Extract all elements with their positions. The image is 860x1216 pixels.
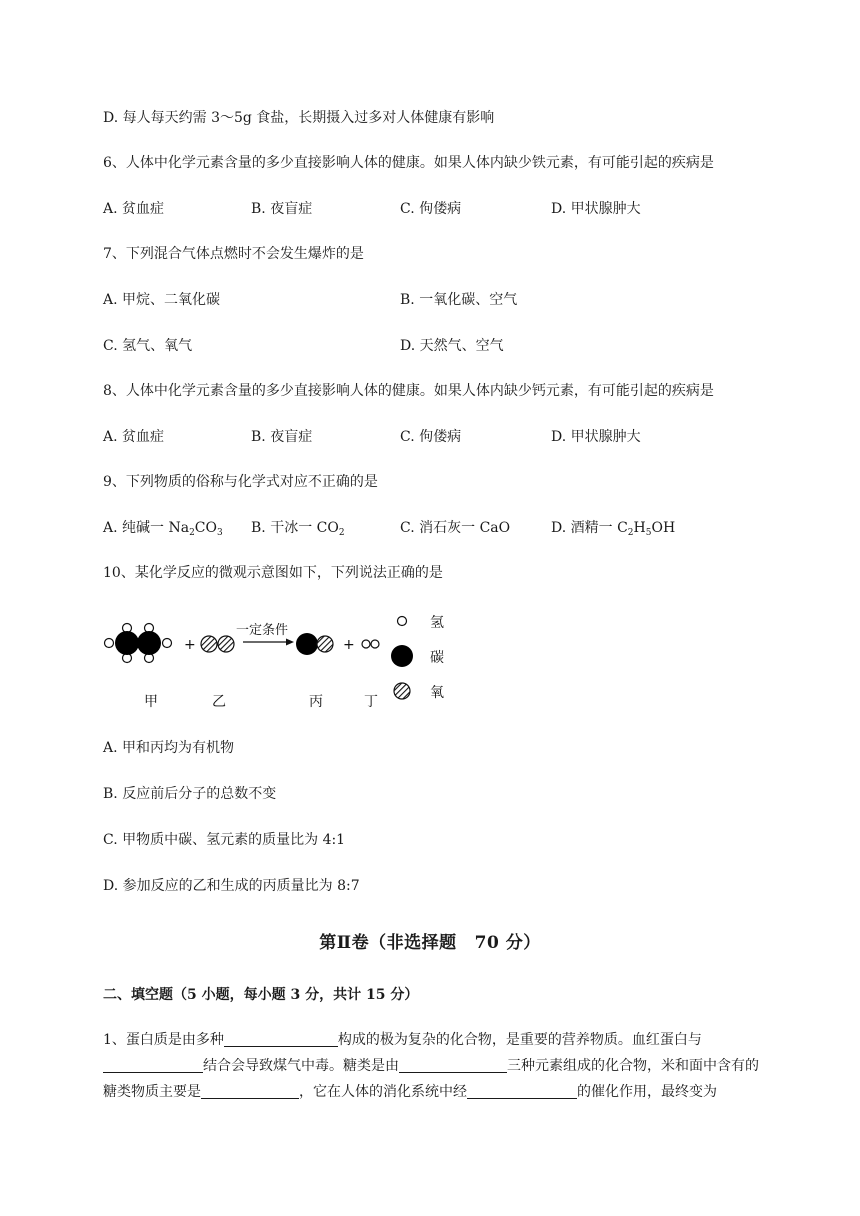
molecule-yi [201,636,234,652]
part2-title: 第Ⅱ卷（非选择题 70 分） [319,933,541,953]
q10-option-d: D. 参加反应的乙和生成的丙质量比为 8:7 [103,878,360,894]
q6-stem: 6、人体中化学元素含量的多少直接影响人体的健康。如果人体内缺少铁元素，有可能引起的疾病是 [103,155,714,171]
q9-option-d: D. 酒精一 $C_2H_5OH$ [551,520,676,538]
q9-option-a: A. 纯碱一 $Na_2CO_3$ [103,520,223,538]
molecule-jia [105,624,172,663]
blank-1[interactable] [224,1030,338,1047]
q8-option-c: C. 佝偻病 [400,429,462,445]
label-jia: 甲 [144,694,158,710]
legend-oxygen-label: 氧 [430,685,444,701]
q7-option-d: D. 天然气、空气 [400,338,504,354]
q10-option-c: C. 甲物质中碳、氢元素的质量比为 4:1 [103,832,346,848]
legend-oxygen-symbol [394,683,410,699]
legend-carbon-symbol [391,645,413,667]
molecule-bing [296,633,333,655]
reaction-arrow-head [286,639,294,646]
q10-stem: 10、某化学反应的微观示意图如下，下列说法正确的是 [103,565,443,581]
q7-option-a: A. 甲烷、二氧化碳 [103,292,221,308]
q10-option-a: A. 甲和丙均为有机物 [103,740,235,756]
q6-option-a: A. 贫血症 [103,201,165,217]
blank-5[interactable] [467,1082,577,1099]
blank-4[interactable] [201,1082,299,1099]
q9-option-c: C. 消石灰一 CaO [400,520,511,536]
legend [391,615,444,701]
reaction-diagram [100,605,460,715]
q10-option-b: B. 反应前后分子的总数不变 [103,786,277,802]
label-bing: 丙 [309,694,323,710]
q8-option-b: B. 夜盲症 [251,429,313,445]
blank-3[interactable] [399,1056,507,1073]
label-ding: 丁 [364,694,378,710]
q6-option-d: D. 甲状腺肿大 [551,201,641,217]
legend-carbon-label: 碳 [430,650,444,666]
q8-option-a: A. 贫血症 [103,429,165,445]
reaction-condition: 一定条件 [236,623,289,638]
q6-option-b: B. 夜盲症 [251,201,313,217]
plus-sign-1: + [184,637,196,653]
q9-stem: 9、下列物质的俗称与化学式对应不正确的是 [103,474,378,490]
section-fill-in-title: 二、填空题（5 小题，每小题 3 分，共计 15 分） [103,987,419,1003]
q5-option-d: D. 每人每天约需 3～5g 食盐，长期摄入过多对人体健康有影响 [103,110,495,126]
fill-q1-line3: 糖类物质主要是 ，它在人体的消化系统中经 的催化作用，最终变为 [103,1084,717,1100]
q7-stem: 7、下列混合气体点燃时不会发生爆炸的是 [103,246,364,262]
fill-q1-line1: 1、蛋白质是由多种 构成的极为复杂的化合物，是重要的营养物质。血红蛋白与 [103,1032,702,1048]
q7-option-c: C. 氢气、氧气 [103,338,193,354]
q9-option-b: B. 干冰一 $CO_2$ [251,520,345,538]
molecule-ding [362,640,379,648]
q8-stem: 8、人体中化学元素含量的多少直接影响人体的健康。如果人体内缺少钙元素，有可能引起的疾病是 [103,383,714,399]
q6-option-c: C. 佝偻病 [400,201,462,217]
fill-q1-line2: 结合会导致煤气中毒。糖类是由 三种元素组成的化合物，米和面中含有的 [103,1053,803,1079]
q8-option-d: D. 甲状腺肿大 [551,429,641,445]
label-yi: 乙 [212,694,226,710]
blank-2[interactable] [103,1056,203,1073]
legend-hydrogen-label: 氢 [430,615,444,631]
plus-sign-2: + [343,637,355,653]
legend-hydrogen-symbol [398,617,407,626]
q7-option-b: B. 一氧化碳、空气 [400,292,518,308]
